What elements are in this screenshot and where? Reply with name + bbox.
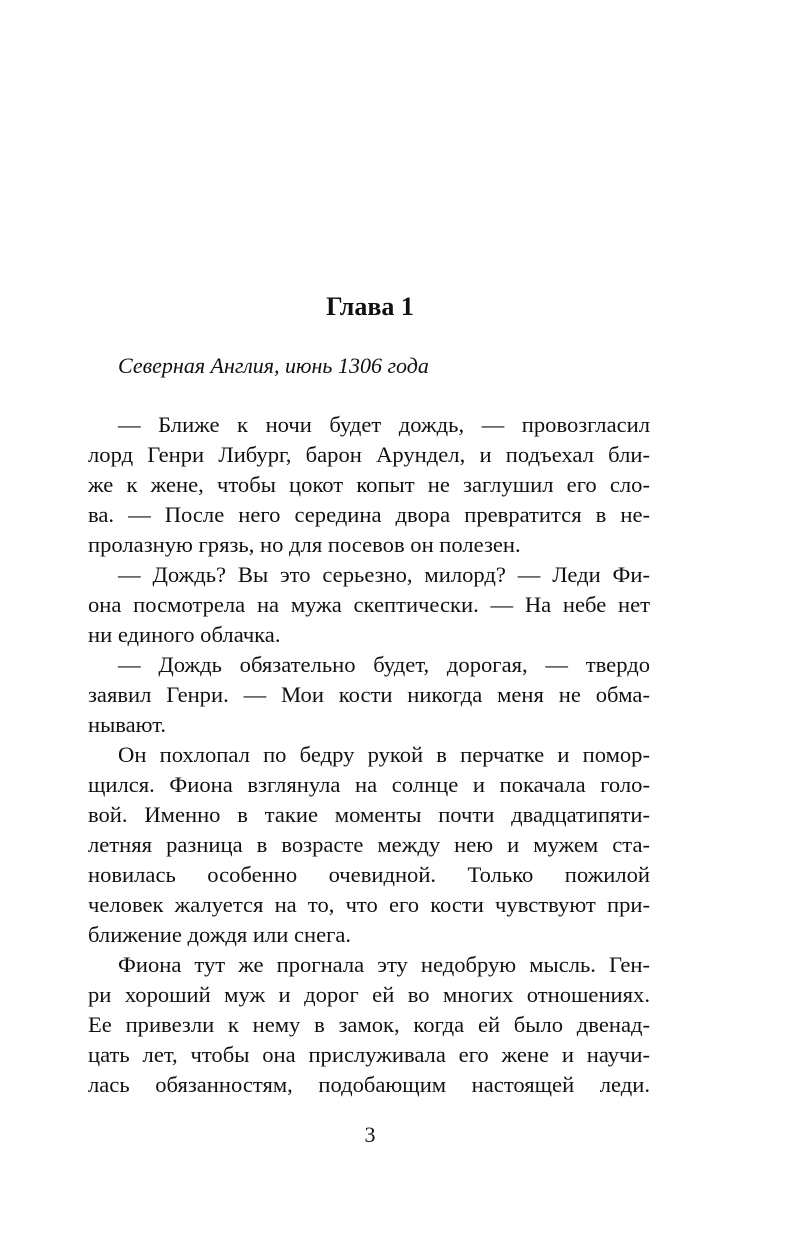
text-line: нывают. [88,712,167,737]
text-line: пролазную грязь, но для посевов он полезен. [88,532,521,557]
text-line: Ее привезли к нему в замок, когда ей было двенад- [88,1012,650,1037]
text-line: — Дождь? Вы это серьезно, милорд? — Леди Фи- [118,562,650,587]
text-line: заявил Генри. — Мои кости никогда меня не обма- [88,682,650,707]
text-line: лорд Генри Либург, барон Арундел, и подъехал бли- [88,442,650,467]
body-text [88,410,650,1100]
text-line: лась обязанностям, подобающим настоящей леди. [88,1072,650,1097]
text-line: — Ближе к ночи будет дождь, — провозгласил [118,412,650,437]
text-line: Он похлопал по бедру рукой в перчатке и помор- [118,742,650,767]
chapter-title: Глава 1 [326,292,414,321]
text-line: Фиона тут же прогнала эту недобрую мысль. Ген- [118,952,650,977]
text-line: вой. Именно в такие моменты почти двадцатипяти- [88,802,650,827]
text-line: ва. — После него середина двора превратится в не- [88,502,650,527]
epigraph: Северная Англия, июнь 1306 года [118,353,429,378]
text-line: ближение дождя или снега. [88,922,352,947]
text-line: она посмотрела на мужа скептически. — На небе нет [88,592,650,617]
text-line: новилась особенно очевидной. Только пожилой [88,862,650,887]
page-number: 3 [364,1122,376,1147]
text-line: — Дождь обязательно будет, дорогая, — твердо [118,652,650,677]
text-line: ни единого облачка. [88,622,281,647]
text-line: щился. Фиона взглянула на солнце и покачала голо- [88,772,650,797]
text-line: летняя разница в возрасте между нею и мужем ста- [88,832,650,857]
text-line: же к жене, чтобы цокот копыт не заглушил его сло- [88,472,650,497]
text-line: цать лет, чтобы она прислуживала его жене и научи- [88,1042,650,1067]
text-line: ри хороший муж и дорог ей во многих отношениях. [88,982,650,1007]
text-line: человек жалуется на то, что его кости чувствуют при- [88,892,650,917]
